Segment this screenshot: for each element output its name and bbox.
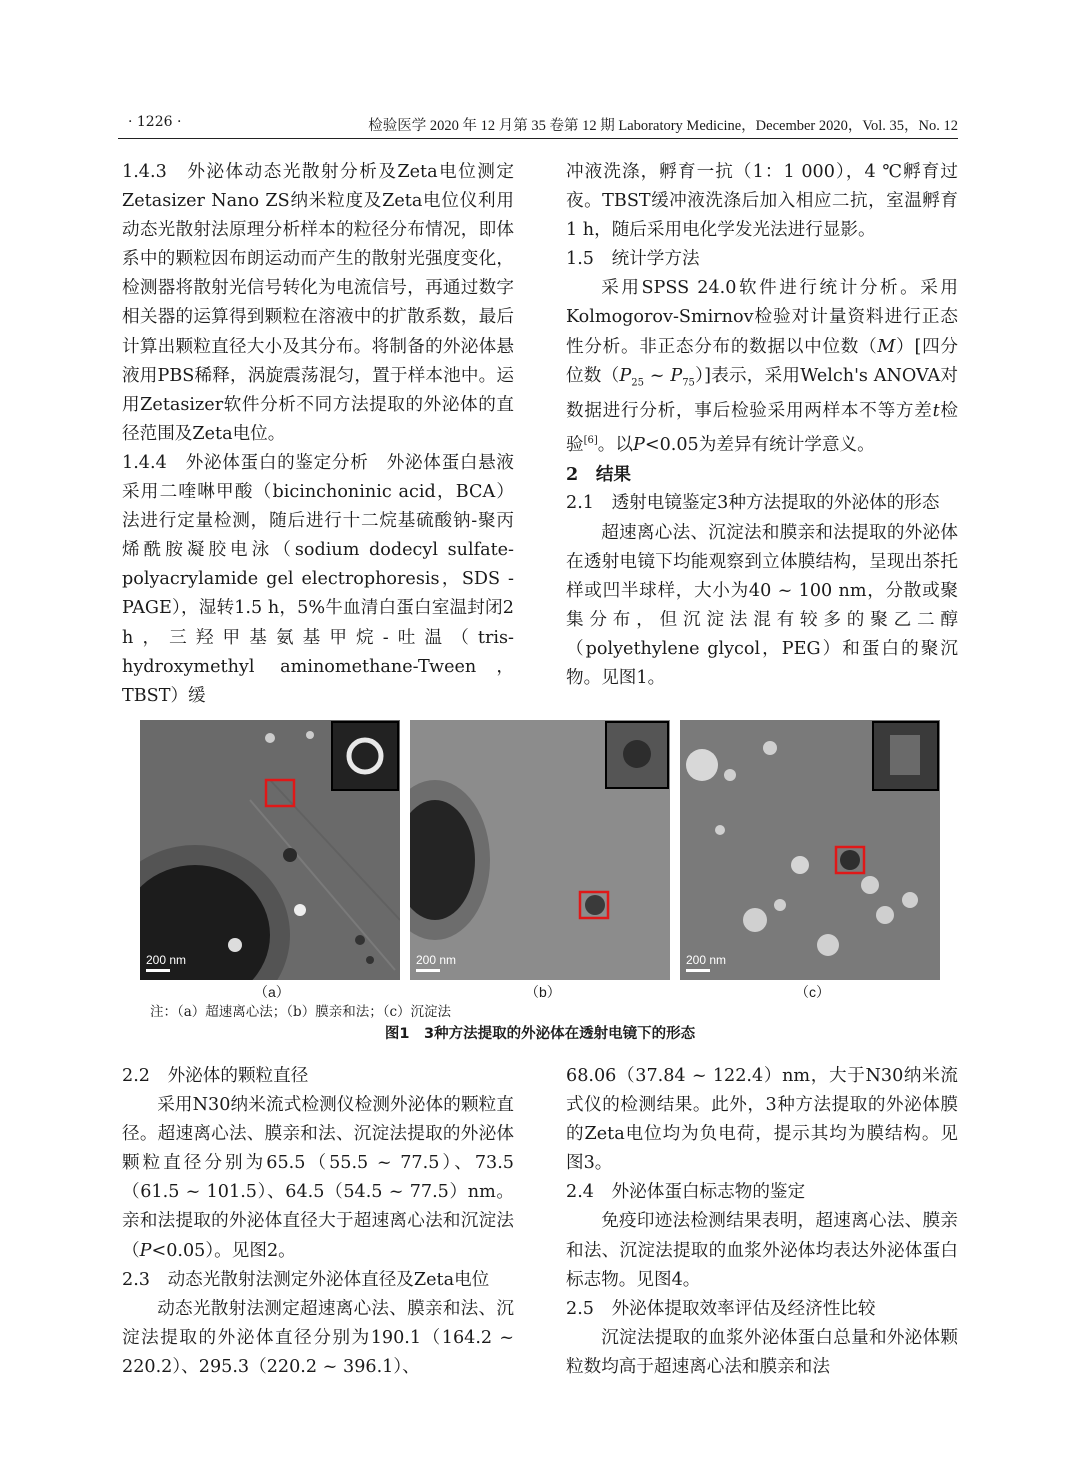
scale-bar-a: 200 nm — [146, 953, 186, 972]
section-1-4-3: 1.4.3 外泌体动态光散射分析及Zeta电位测定 Zetasizer Nano ZS纳米粒度及Zeta电位仪利用动态光散射法原理分析样本的粒径分布情况，即体系中的颗粒因布朗运动而产生的散射光强度变化，检测器将散射光信号转化为电流信号，再通过数字相关器的运算得到颗粒在溶液中的扩散系数，最后计算出颗粒直径大小及其分布。将制备的外泌体悬液用PBS稀释，涡旋震荡混匀，置于样本池中。运用Zetasizer软件分析不同方法提取的外泌体的直径范围及Zeta电位。 — [122, 162, 532, 444]
paragraph-western-blot: 免疫印迹法检测结果表明，超速离心法、膜亲和法、沉淀法提取的血浆外泌体均表达外泌体蛋白标志物。见图4。 — [566, 1211, 958, 1290]
left-column — [122, 158, 532, 711]
tem-image-b — [410, 720, 670, 980]
paragraph-dls-continued: 68.06（37.84 ~ 122.4）nm，大于N30纳米流式仪的检测结果。此外，3种方法提取的外泌体膜的Zeta电位均为负电荷，提示其均为膜结构。见图3。 — [566, 1066, 958, 1174]
heading-2-results: 2 结果 — [566, 464, 632, 486]
tem-panel-c — [680, 720, 940, 980]
tem-image-a — [140, 720, 400, 980]
scale-bar-c: 200 nm — [686, 953, 726, 972]
figure-caption: 图1 3种方法提取的外泌体在透射电镜下的形态 — [384, 1026, 696, 1042]
panel-label-b: （b） — [525, 984, 561, 1000]
panel-label-c: （c） — [795, 984, 830, 1000]
bottom-left-column — [122, 1062, 514, 1382]
section-1-4-4: 1.4.4 外泌体蛋白的鉴定分析 外泌体蛋白悬液采用二喹啉甲酸（bicinchoninic acid，BCA）法进行定量检测，随后进行十二烷基硫酸钠-聚丙烯酰胺凝胶电泳（sodium dodecyl sulfate-polyacrylamide gel electrophoresis，SDS -PAGE），湿转1.5 h，5%牛血清白蛋白室温封闭2 h，三羟甲基氨基甲烷-吐温（tris-hydroxymethyl aminomethane-Tween，TBST）缓 — [122, 452, 514, 706]
tem-panel-a — [140, 720, 400, 980]
paragraph-continued: 冲液洗涤，孵育一抗（1：1 000），4 ℃孵育过夜。TBST缓冲液洗涤后加入相应二抗，室温孵育1 h，随后采用电化学发光法进行显影。 — [566, 162, 958, 241]
heading-2-4: 2.4 外泌体蛋白标志物的鉴定 — [566, 1182, 806, 1203]
heading-2-2: 2.2 外泌体的颗粒直径 — [122, 1066, 309, 1086]
paragraph-efficiency: 沉淀法提取的血浆外泌体蛋白总量和外泌体颗粒数均高于超速离心法和膜亲和法 — [566, 1327, 958, 1377]
page-number: · 1226 · — [128, 114, 182, 130]
running-header — [118, 112, 958, 139]
heading-2-1: 2.1 透射电镜鉴定3种方法提取的外泌体的形态 — [566, 493, 940, 514]
bottom-right-column — [566, 1062, 958, 1382]
citation-ref: [6] — [583, 435, 598, 447]
heading-1-5: 1.5 统计学方法 — [566, 249, 700, 270]
heading-2-5: 2.5 外泌体提取效率评估及经济性比较 — [566, 1298, 876, 1319]
paragraph-statistics: 采用SPSS 24.0软件进行统计分析。采用Kolmogorov-Smirnov检验对计量资料进行正态性分析。非正态分布的数据以中位数（M）[四分位数（$P_{25}$ ~ $P_{75}$）]表示，采用Welch's ANOVA对数据进行分析，事后检验采用两样本不等方差t检验[6]。以P<0.05为差异有统计学意义。 — [566, 278, 958, 456]
panel-label-a: （a） — [254, 984, 290, 1000]
paragraph-particle-diameter: 采用N30纳米流式检测仪检测外泌体的颗粒直径。超速离心法、膜亲和法、沉淀法提取的外泌体颗粒直径分别为65.5（55.5 ~ 77.5）、73.5（61.5 ~ 101.5）、64.5（54.5 ~ 77.5）nm。亲和法提取的外泌体直径大于超速离心法和沉淀法（P<0.05）。见图2。 — [122, 1095, 514, 1261]
scale-bar-b: 200 nm — [416, 953, 456, 972]
paragraph-tem: 超速离心法、沉淀法和膜亲和法提取的外泌体在透射电镜下均能观察到立体膜结构，呈现出茶托样或凹半球样，大小为40 ~ 100 nm，分散或聚集分布，但沉淀法混有较多的聚乙二醇（polyethylene glycol，PEG）和蛋白的聚沉物。见图1。 — [566, 522, 958, 688]
figure-note: 注：（a）超速离心法；（b）膜亲和法；（c）沉淀法 — [150, 1004, 452, 1020]
figure-1-tem-images — [140, 720, 940, 982]
paragraph-dls: 动态光散射法测定超速离心法、膜亲和法、沉淀法提取的外泌体直径分别为190.1（164.2 ~ 220.2）、295.3（220.2 ~ 396.1）、 — [122, 1298, 514, 1377]
journal-citation: 检验医学 2020 年 12 月第 35 卷第 12 期 Laboratory Medicine，December 2020，Vol. 35，No. 12 — [368, 118, 958, 134]
right-column — [566, 158, 958, 693]
heading-2-3: 2.3 动态光散射法测定外泌体直径及Zeta电位 — [122, 1269, 490, 1290]
tem-image-c — [680, 720, 940, 980]
tem-panel-b — [410, 720, 670, 980]
